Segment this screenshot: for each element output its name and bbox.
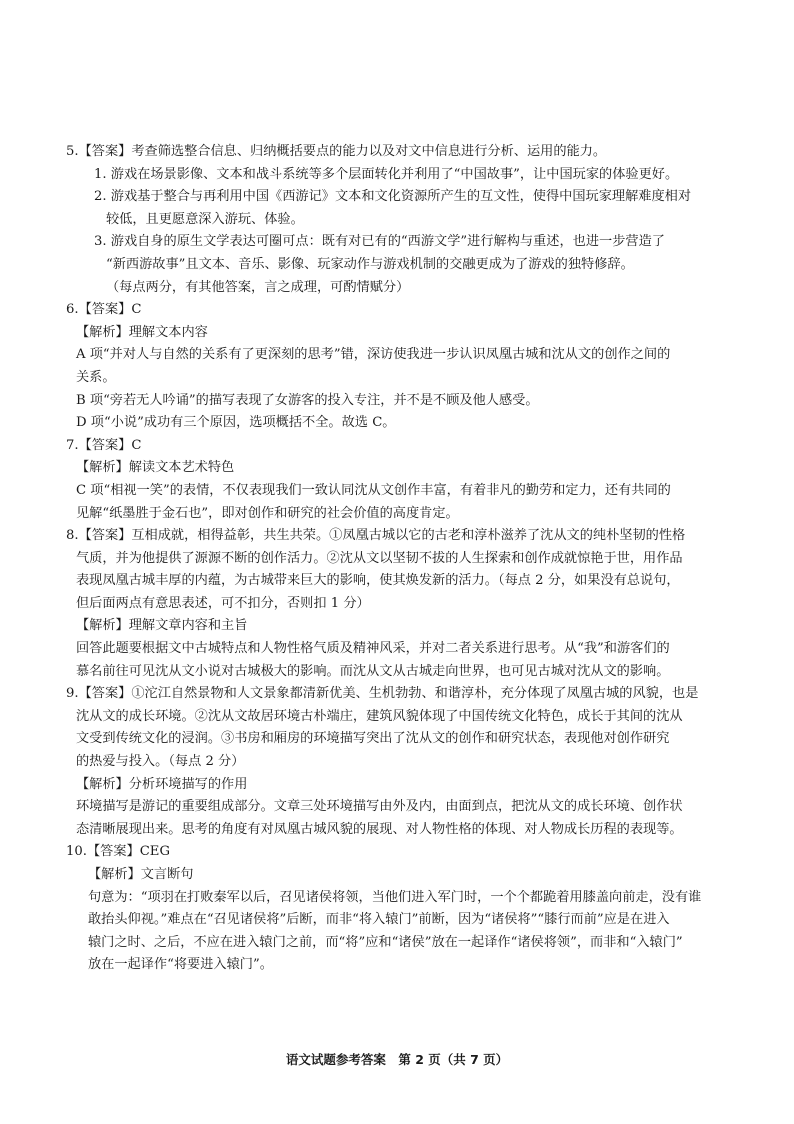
text-line: 【解析】分析环境描写的作用 — [76, 776, 248, 792]
text-line: 文受到传统文化的浸润。③书房和厢房的环境描写突出了沈从文的创作和研究状态，表现他对创作研究 — [76, 731, 670, 747]
text-line: 10.【答案】CEG — [66, 844, 170, 860]
text-line: 3. 游戏自身的原生文学表达可圈可点：既有对已有的“西游文学”进行解构与重述，也进一步营造了 — [94, 234, 665, 250]
text-line: 态清晰展现出来。思考的角度有对凤凰古城风貌的展现、对人物性格的体现、对人物成长历程的表现等。 — [76, 821, 683, 837]
text-line: B 项“旁若无人吟诵”的描写表现了女游客的投入专注，并不是不顾及他人感受。 — [76, 392, 539, 408]
text-line: A 项“并对人与自然的关系有了更深刻的思考”错，深访使我进一步认识凤凰古城和沈从文的创作之间的 — [76, 347, 671, 363]
text-line: 关系。 — [76, 369, 116, 385]
text-line: 【解析】文言断句 — [88, 867, 194, 882]
text-line: C 项“相视一笑”的表情，不仅表现我们一致认同沈从文创作丰富，有着非凡的勤劳和定力，还有共同的 — [76, 482, 671, 498]
text-line: （每点两分，有其他答案，言之成理，可酌情赋分） — [106, 279, 410, 295]
text-line: 句意为：“项羽在打败秦军以后，召见诸侯将领，当他们进入军门时，一个个都跪着用膝盖向前走，没有谁 — [88, 889, 702, 905]
text-line: 【解析】解读文本艺术特色 — [76, 460, 235, 476]
text-line: 沈从文的成长环境。②沈从文故居环境古朴端庄，建筑风貌体现了中国传统文化特色，成长于其间的沈从 — [76, 708, 683, 724]
page-footer: 语文试题参考答案 第 2 页（共 7 页） — [285, 1052, 509, 1067]
text-line: 但后面两点有意思表述，可不扣分，否则扣 1 分） — [76, 595, 370, 611]
text-line: 2. 游戏基于整合与再利用中国《西游记》文本和文化资源所产生的互文性，使得中国玩家理解难度相对 — [94, 189, 692, 205]
text-line: 【解析】理解文本内容 — [76, 324, 208, 340]
text-line: 1. 游戏在场景影像、文本和战斗系统等多个层面转化并利用了“中国故事”，让中国玩家的体验更好。 — [94, 166, 679, 182]
text-line: 敢抬头仰视。”难点在“召见诸侯将”后断，而非“将入辕门”前断，因为“诸侯将”“膝行而前”应是在进入 — [88, 912, 670, 928]
text-line: 慕名前往可见沈从文小说对古城极大的影响。而沈从文从古城走向世界，也可见古城对沈从文的影响。 — [76, 663, 670, 679]
text-line: 的热爱与投入。（每点 2 分） — [76, 754, 245, 770]
text-line: 9.【答案】①沱江自然景物和人文景象都清新优美、生机勃勃、和谐淳朴，充分体现了凤凰古城的风貌，也是 — [66, 686, 699, 702]
text-line: 环境描写是游记的重要组成部分。文章三处环境描写由外及内，由面到点，把沈从文的成长环境、创作状 — [76, 799, 683, 815]
text-line: 7.【答案】C — [66, 437, 142, 453]
text-line: 辕门之时、之后，不应在进入辕门之前，而“将”应和“诸侯”放在一起译作“诸侯将领”，而非和“入辕门” — [88, 934, 683, 950]
text-line: 回答此题要根据文中古城特点和人物性格气质及精神风采，并对二者关系进行思考。从“我”和游客们的 — [76, 641, 670, 657]
text-line: “新西游故事”且文本、音乐、影像、玩家动作与游戏机制的交融更成为了游戏的独特修辞。 — [106, 256, 634, 272]
text-line: 6.【答案】C — [66, 302, 142, 318]
text-line: 气质，并为他提供了源源不断的创作活力。②沈从文以坚韧不拔的人生探索和创作成就惊艳于世，用作品 — [76, 550, 683, 566]
text-line: 表现凤凰古城丰厚的内蕴，为古城带来巨大的影响，使其焕发新的活力。（每点 2 分，如果没有总说句， — [76, 573, 680, 589]
text-line: 见解“纸墨胜于金石也”，即对创作和研究的社会价值的高度肯定。 — [76, 505, 459, 521]
text-line: 放在一起译作“将要进入辕门”。 — [88, 957, 273, 973]
text-line: 较低，且更愿意深入游玩、体验。 — [106, 211, 304, 227]
text-line: 5.【答案】考查筛选整合信息、归纳概括要点的能力以及对文中信息进行分析、运用的能力。 — [66, 144, 607, 159]
text-line: 【解析】理解文章内容和主旨 — [76, 618, 248, 634]
text-line: D 项“小说”成功有三个原因，选项概括不全。故选 C。 — [76, 415, 396, 431]
text-line: 8.【答案】互相成就，相得益彰，共生共荣。①凤凰古城以它的古老和淳朴滋养了沈从文的纯朴坚韧的性格 — [66, 528, 686, 544]
answer-content — [66, 141, 726, 977]
